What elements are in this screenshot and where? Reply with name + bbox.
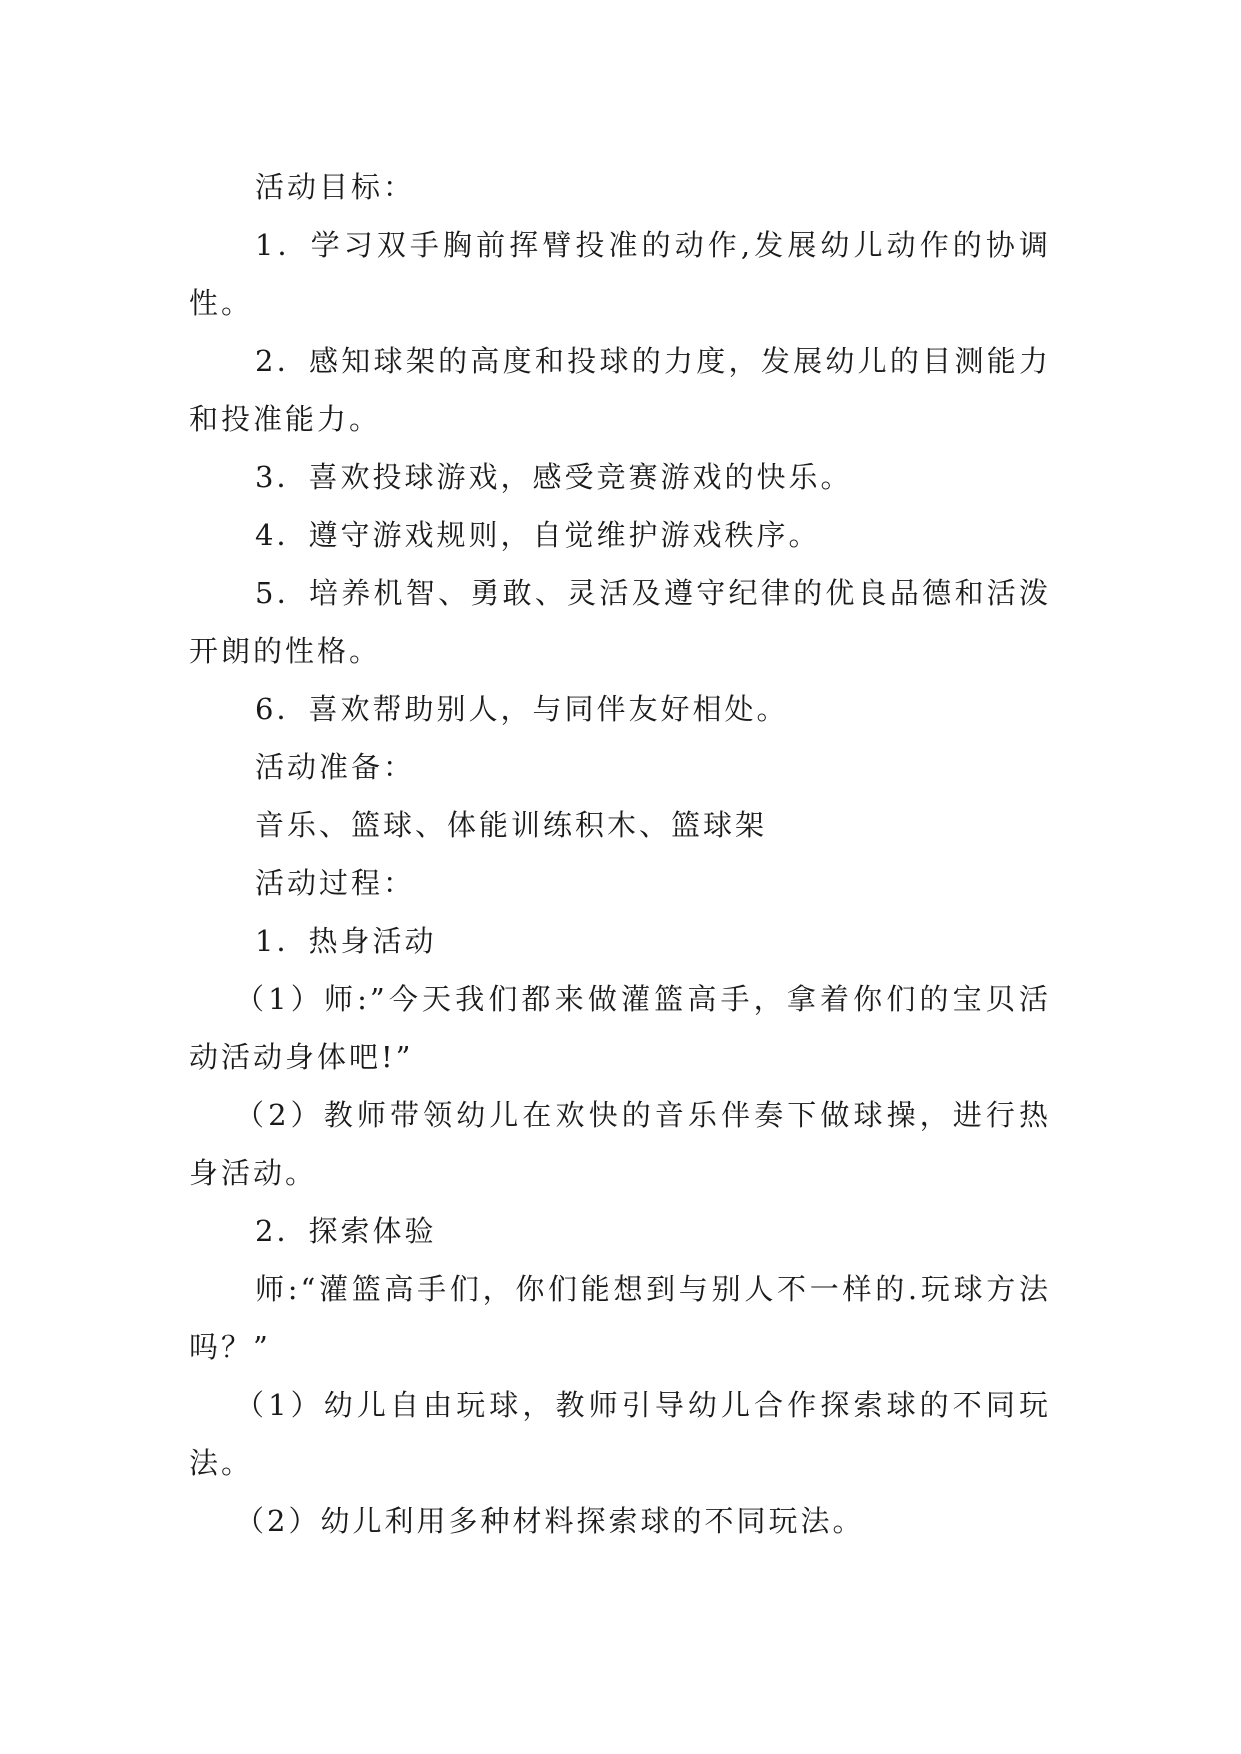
teacher-question: 师:“灌篮高手们，你们能想到与别人不一样的.玩球方法吗？”	[189, 1272, 1051, 1364]
process-step-1-sub-1: （1）师:”今天我们都来做灌篮高手，拿着你们的宝贝活动活动身体吧!”	[189, 982, 1051, 1074]
process-step-1: 1．热身活动	[255, 924, 437, 958]
goal-item-3: 3．喜欢投球游戏，感受竞赛游戏的快乐。	[255, 460, 853, 494]
goal-item-4: 4．遵守游戏规则，自觉维护游戏秩序。	[255, 518, 821, 552]
goal-item-1: 1．学习双手胸前挥臂投准的动作,发展幼儿动作的协调性。	[189, 228, 1051, 320]
process-step-2-sub-1: （1）幼儿自由玩球，教师引导幼儿合作探索球的不同玩法。	[189, 1388, 1051, 1480]
preparation-materials: 音乐、篮球、体能训练积木、篮球架	[255, 808, 768, 842]
process-step-2-sub-2: （2）幼儿利用多种材料探索球的不同玩法。	[235, 1504, 865, 1538]
goal-item-2: 2．感知球架的高度和投球的力度，发展幼儿的目测能力和投准能力。	[189, 344, 1051, 436]
heading-activity-process: 活动过程：	[255, 866, 416, 900]
heading-activity-goals: 活动目标：	[255, 170, 416, 204]
document-body	[189, 158, 1051, 1550]
process-step-1-sub-2: （2）教师带领幼儿在欢快的音乐伴奏下做球操，进行热身活动。	[189, 1098, 1051, 1190]
process-step-2: 2．探索体验	[255, 1214, 437, 1248]
heading-activity-preparation: 活动准备：	[255, 750, 416, 784]
goal-item-6: 6．喜欢帮助别人，与同伴友好相处。	[255, 692, 789, 726]
goal-item-5: 5．培养机智、勇敢、灵活及遵守纪律的优良品德和活泼开朗的性格。	[189, 576, 1051, 668]
